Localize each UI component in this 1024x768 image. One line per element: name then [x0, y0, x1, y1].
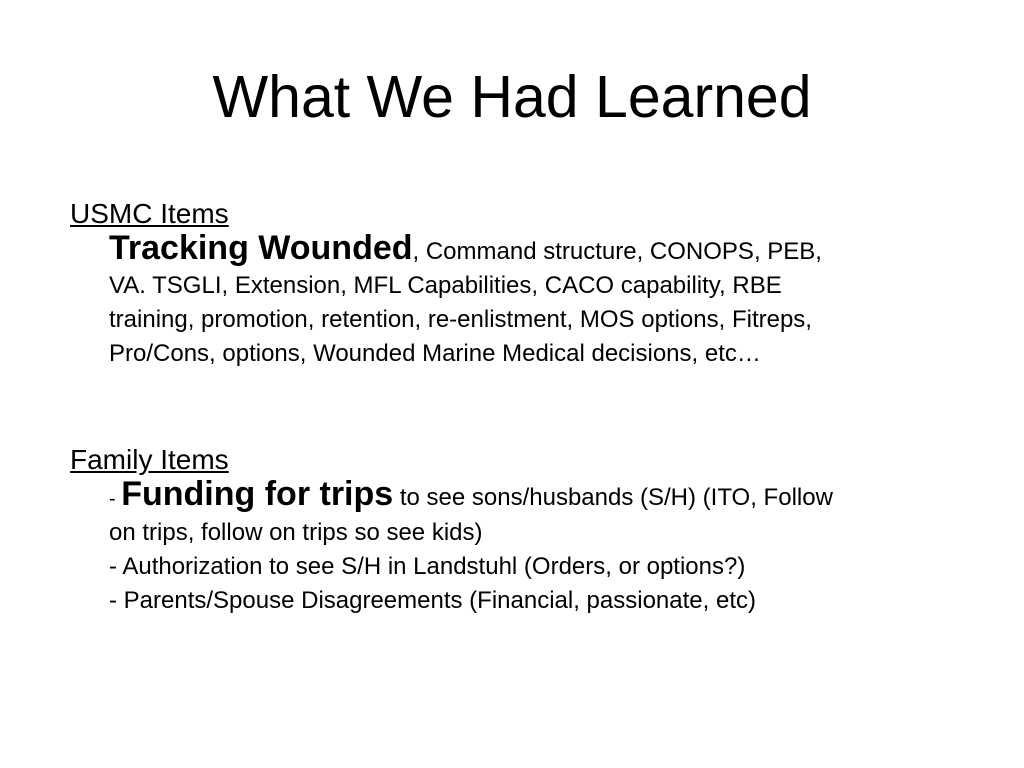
family-bullet-3: - Parents/Spouse Disagreements (Financial, passionate, etc) — [109, 587, 756, 614]
family-emphasis: Funding for trips — [121, 475, 394, 513]
usmc-items-section — [70, 197, 990, 371]
family-bullet-2: - Authorization to see S/H in Landstuhl (Orders, or options?) — [109, 553, 746, 580]
family-bullet-1-continued: on trips, follow on trips so see kids) — [109, 519, 483, 546]
usmc-items-heading: USMC Items — [70, 198, 229, 229]
usmc-line-1 — [109, 231, 969, 269]
usmc-line-2: VA. TSGLI, Extension, MFL Capabilities, CACO capability, RBE — [109, 272, 782, 299]
slide-title: What We Had Learned — [212, 64, 812, 130]
usmc-line-4: Pro/Cons, options, Wounded Marine Medical decisions, etc… — [109, 340, 761, 367]
family-bullet-1-dash: - — [109, 488, 122, 510]
usmc-line-3: training, promotion, retention, re-enlistment, MOS options, Fitreps, — [109, 306, 812, 333]
usmc-items-body — [109, 231, 969, 371]
family-items-heading: Family Items — [70, 444, 229, 475]
family-bullet-1 — [109, 477, 969, 516]
family-items-body — [109, 477, 969, 618]
family-items-section — [70, 443, 990, 618]
family-bullet-1-rest: to see sons/husbands (S/H) (ITO, Follow — [393, 484, 833, 511]
usmc-emphasis: Tracking Wounded — [109, 229, 413, 267]
usmc-line-1-rest: , Command structure, CONOPS, PEB, — [412, 238, 822, 265]
